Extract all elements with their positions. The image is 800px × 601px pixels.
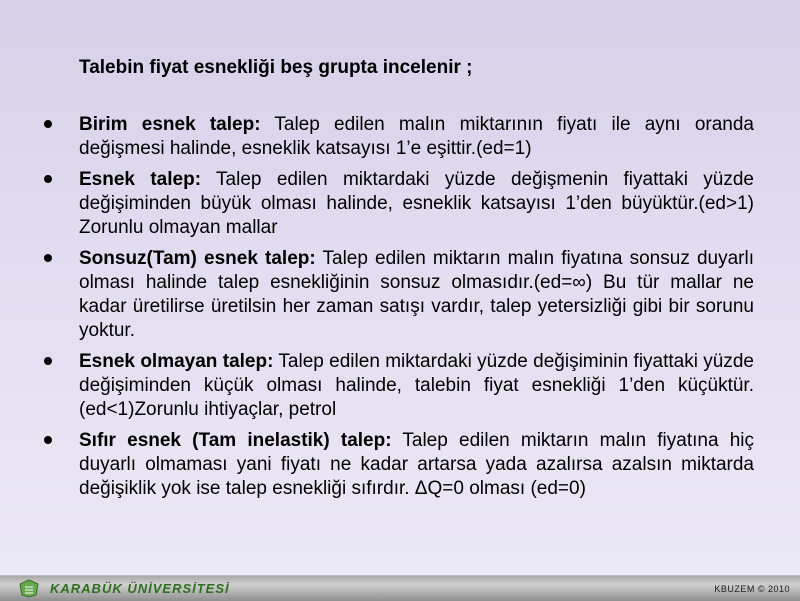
footer-brand-part2: ÜNİVERSİTESİ: [127, 581, 230, 596]
bullet-term: Esnek talep:: [79, 169, 202, 190]
list-item: [44, 350, 754, 422]
bullet-list: [44, 113, 754, 508]
bullet-icon: [44, 120, 52, 128]
list-item: [44, 429, 754, 501]
list-item: [44, 113, 754, 161]
footer-brand: [50, 581, 230, 596]
list-item: [44, 168, 754, 240]
bullet-term: Sıfır esnek (Tam inelastik) talep:: [79, 430, 392, 451]
bullet-term: Birim esnek talep:: [79, 114, 261, 135]
bullet-text: Talep edilen miktardaki yüzde değişmenin fiyattaki yüzde değişiminden büyük olması halinde, esneklik katsayısı 1’den büyüktür.(ed>1) Zorunlu olmayan mallar: [79, 169, 754, 238]
bullet-icon: [44, 436, 52, 444]
bullet-term: Esnek olmayan talep:: [79, 351, 274, 372]
copyright-text: KBUZEM © 2010: [714, 584, 790, 594]
list-item: [44, 247, 754, 343]
bullet-icon: [44, 175, 52, 183]
bullet-icon: [44, 357, 52, 365]
bullet-text: Talep edilen miktarın malın fiyatına sonsuz duyarlı olması halinde talep esnekliğinin sonsuz olmasıdır.(ed=∞) Bu tür mallar ne kadar üretilirse üretilsin her zaman satışı vardır, talep yetersizliği gibi bir sorunu yoktur.: [79, 248, 754, 341]
bullet-term: Sonsuz(Tam) esnek talep:: [79, 248, 316, 269]
university-crest-icon: [18, 579, 40, 598]
footer-bar: [0, 575, 800, 601]
slide-heading: Talebin fiyat esnekliği beş grupta incelenir ;: [79, 57, 473, 78]
bullet-text: Talep edilen miktardaki yüzde değişiminin fiyattaki yüzde değişiminden küçük olması halinde, talebin fiyat esnekliği 1’den küçüktür.(ed<1)Zorunlu ihtiyaçlar, petrol: [79, 351, 754, 420]
footer-brand-part1: KARABÜK: [50, 581, 128, 596]
bullet-icon: [44, 254, 52, 262]
bullet-text: Talep edilen malın miktarının fiyatı ile aynı oranda değişmesi halinde, esneklik katsayısı 1’e eşittir.(ed=1): [79, 114, 754, 159]
bullet-text: Talep edilen miktarın malın fiyatına hiç duyarlı olmaması yani fiyatı ne kadar artarsa yada azalırsa azalsın miktarda değişiklik yok ise talep esnekliği sıfırdır. ΔQ=0 olması (ed=0): [79, 430, 754, 499]
